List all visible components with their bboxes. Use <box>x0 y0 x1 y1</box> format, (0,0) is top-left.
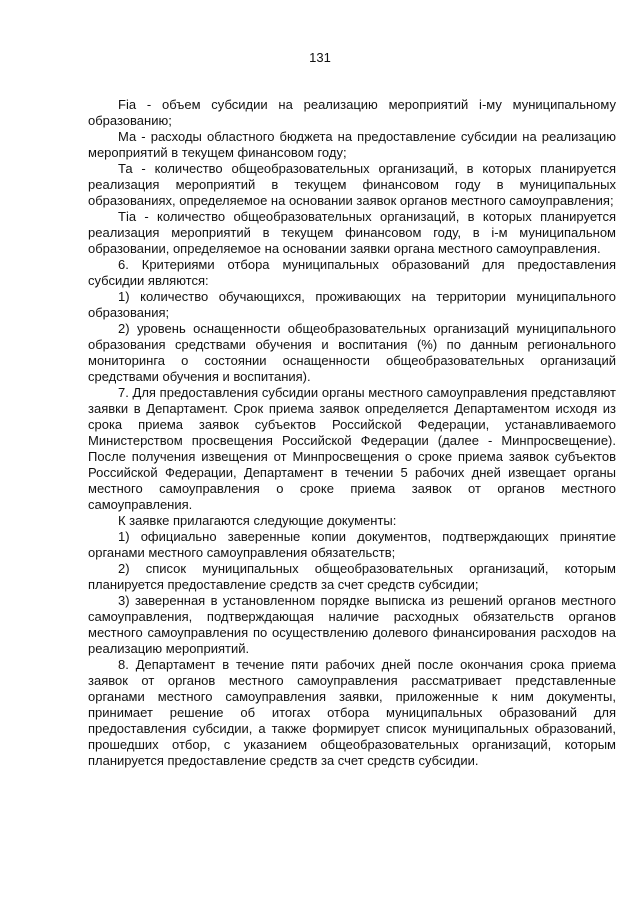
attachment-3: 3) заверенная в установленном порядке выписка из решений органов местного самоуправления, подтверждающая наличие расходных обязательств органов местного самоуправления по осуществлению долевого финансирования расходов на реализацию мероприятий. <box>88 593 616 656</box>
criterion-1: 1) количество обучающихся, проживающих на территории муниципального образования; <box>88 289 616 320</box>
definition-ta: Та - количество общеобразовательных организаций, в которых планируется реализация мероприятий в текущем финансовом году в муниципальных образованиях, определяемое на основании заявок органов местного самоуправления; <box>88 161 616 208</box>
section-7: 7. Для предоставления субсидии органы местного самоуправления представляют заявки в Департамент. Срок приема заявок определяется Департаментом исходя из срока приема заявок субъектов Российской Федерации, устанавливаемого Министерством просвещения Российской Федерации (далее - Минпросвещение). После получения извещения от Минпросвещения о сроке приема заявок субъектов Российской Федерации, Департамент в течении 5 рабочих дней извещает органы местного самоуправления о сроке приема заявок от органов местного самоуправления. <box>88 385 616 512</box>
definition-fia: Fia - объем субсидии на реализацию мероприятий i-му муниципальному образованию; <box>88 97 616 128</box>
definition-tia: Тiа - количество общеобразовательных организаций, в которых планируется реализация мероприятий в текущем финансовом году, в i-м муниципальном образовании, определяемое на основании заявки органа местного самоуправления. <box>88 209 616 256</box>
section-6-heading: 6. Критериями отбора муниципальных образований для предоставления субсидии являются: <box>88 257 616 288</box>
definition-ma: Ма - расходы областного бюджета на предоставление субсидии на реализацию мероприятий в текущем финансовом году; <box>88 129 616 160</box>
attachment-2: 2) список муниципальных общеобразовательных организаций, которым планируется предоставление средств за счет средств субсидии; <box>88 561 616 592</box>
attachments-heading: К заявке прилагаются следующие документы: <box>118 513 397 528</box>
document-body <box>88 97 616 769</box>
page-number: 131 <box>309 50 331 65</box>
criterion-2: 2) уровень оснащенности общеобразовательных организаций муниципального образования средствами обучения и воспитания (%) по данным регионального мониторинга о состоянии оснащенности общеобразовательных организаций средствами обучения и воспитания). <box>88 321 616 384</box>
attachment-1: 1) официально заверенные копии документов, подтверждающих принятие органами местного самоуправления обязательств; <box>88 529 616 560</box>
section-8: 8. Департамент в течение пяти рабочих дней после окончания срока приема заявок от органов местного самоуправления рассматривает представленные органами местного самоуправления заявки, приложенные к ним документы, принимает решение об итогах отбора муниципальных образований для предоставления субсидии, а также формирует список муниципальных образований, прошедших отбор, с указанием общеобразовательных организаций, которым планируется предоставление средств за счет средств субсидии. <box>88 657 616 768</box>
